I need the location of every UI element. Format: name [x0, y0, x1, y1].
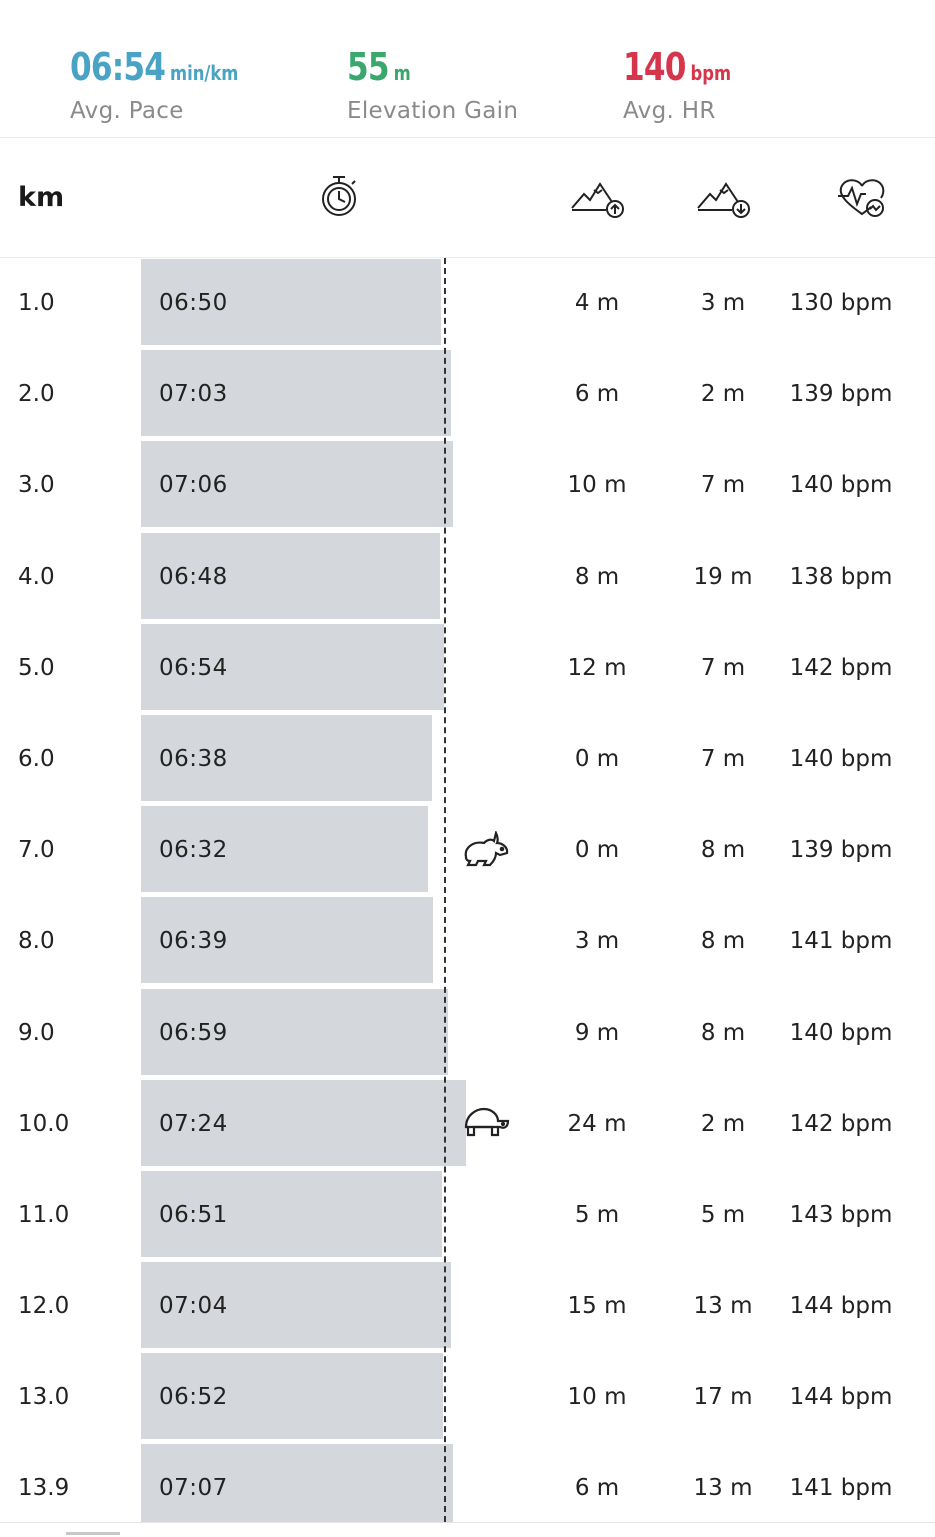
- table-row: [0, 623, 935, 714]
- table-row: [0, 440, 935, 531]
- splits-table-header: [0, 138, 935, 258]
- avg-hr-stat: [623, 44, 755, 124]
- avg-hr-value: 140 bpm: [623, 45, 732, 89]
- row-pace: 06:51: [159, 1201, 228, 1228]
- row-pace: 07:06: [159, 472, 228, 499]
- row-heart-rate: 141 bpm: [789, 1475, 893, 1502]
- row-km: 8.0: [18, 928, 55, 955]
- row-pace: 06:50: [159, 290, 228, 316]
- elevation-gain-label: Elevation Gain: [347, 98, 519, 124]
- heart-rate-icon: [836, 176, 888, 226]
- row-pace: 06:48: [159, 563, 228, 590]
- row-km: 9.0: [18, 1019, 55, 1046]
- row-heart-rate: 143 bpm: [789, 1201, 893, 1228]
- avg-pace-value: 06:54 min/km: [70, 45, 239, 89]
- row-elevation-loss: 3 m: [700, 290, 746, 316]
- row-km: 13.9: [18, 1475, 70, 1502]
- table-row: [0, 349, 935, 440]
- row-heart-rate: 144 bpm: [789, 1384, 893, 1411]
- row-elevation-gain: 8 m: [574, 563, 620, 590]
- row-elevation-loss: 7 m: [700, 472, 746, 499]
- row-elevation-loss: 8 m: [700, 928, 746, 955]
- row-km: 1.0: [18, 290, 55, 316]
- row-elevation-gain: 10 m: [567, 472, 627, 499]
- row-elevation-loss: 13 m: [693, 1475, 753, 1502]
- row-heart-rate: 140 bpm: [789, 745, 893, 772]
- row-elevation-gain: 4 m: [574, 290, 620, 316]
- row-heart-rate: 139 bpm: [789, 837, 893, 864]
- row-km: 13.0: [18, 1384, 70, 1411]
- row-heart-rate: 142 bpm: [789, 654, 893, 681]
- row-pace: 06:54: [159, 654, 228, 681]
- avg-pace-stat: [70, 44, 275, 124]
- table-row: [0, 896, 935, 987]
- elevation-loss-icon: [696, 178, 754, 226]
- row-elevation-loss: 7 m: [700, 654, 746, 681]
- row-pace: 06:32: [159, 837, 228, 864]
- avg-pace-label: Avg. Pace: [70, 98, 184, 124]
- row-km: 10.0: [18, 1110, 70, 1137]
- row-heart-rate: 144 bpm: [789, 1293, 893, 1320]
- row-pace: 07:04: [159, 1293, 228, 1320]
- elevation-gain-icon: [570, 178, 628, 226]
- row-pace: 06:38: [159, 745, 228, 772]
- row-elevation-gain: 10 m: [567, 1384, 627, 1411]
- elevation-gain-stat: [347, 44, 518, 124]
- row-elevation-loss: 8 m: [700, 837, 746, 864]
- km-column-header: km: [18, 182, 65, 213]
- summary-panel: [0, 0, 935, 138]
- row-heart-rate: 130 bpm: [789, 290, 893, 316]
- row-km: 2.0: [18, 381, 55, 408]
- row-km: 12.0: [18, 1293, 70, 1320]
- row-pace: 07:24: [159, 1110, 228, 1137]
- turtle-icon: [462, 1105, 510, 1143]
- row-elevation-gain: 6 m: [574, 1475, 620, 1502]
- table-row: [0, 532, 935, 623]
- row-elevation-loss: 19 m: [693, 563, 753, 590]
- row-elevation-loss: 5 m: [700, 1201, 746, 1228]
- row-elevation-loss: 17 m: [693, 1384, 753, 1411]
- row-pace: 06:52: [159, 1384, 228, 1411]
- bottom-bar: [0, 1522, 935, 1537]
- row-pace: 07:07: [159, 1475, 228, 1502]
- row-heart-rate: 138 bpm: [789, 563, 893, 590]
- row-elevation-gain: 24 m: [567, 1110, 627, 1137]
- table-row: [0, 988, 935, 1079]
- row-heart-rate: 140 bpm: [789, 472, 893, 499]
- row-elevation-gain: 6 m: [574, 381, 620, 408]
- table-row: [0, 1443, 935, 1534]
- table-row: [0, 1352, 935, 1443]
- row-heart-rate: 142 bpm: [789, 1110, 893, 1137]
- avg-hr-label: Avg. HR: [623, 98, 716, 124]
- table-row: [0, 258, 935, 349]
- row-elevation-gain: 15 m: [567, 1293, 627, 1320]
- row-elevation-gain: 12 m: [567, 654, 627, 681]
- row-pace: 06:59: [159, 1019, 228, 1046]
- row-heart-rate: 141 bpm: [789, 928, 893, 955]
- row-elevation-loss: 7 m: [700, 745, 746, 772]
- row-elevation-loss: 2 m: [700, 381, 746, 408]
- row-elevation-loss: 8 m: [700, 1019, 746, 1046]
- row-pace: 06:39: [159, 928, 228, 955]
- row-km: 6.0: [18, 745, 55, 772]
- table-row: [0, 1261, 935, 1352]
- average-pace-line: [444, 258, 446, 1522]
- rabbit-icon: [462, 831, 510, 875]
- stopwatch-icon: [318, 174, 360, 224]
- bottom-tab-indicator: [66, 1532, 120, 1535]
- table-row: [0, 805, 935, 896]
- row-elevation-gain: 0 m: [574, 837, 620, 864]
- row-km: 5.0: [18, 654, 55, 681]
- row-elevation-gain: 3 m: [574, 928, 620, 955]
- row-elevation-loss: 13 m: [693, 1293, 753, 1320]
- row-elevation-gain: 0 m: [574, 745, 620, 772]
- elevation-gain-value: 55 m: [347, 45, 411, 89]
- table-row: [0, 1079, 935, 1170]
- row-heart-rate: 140 bpm: [789, 1019, 893, 1046]
- row-heart-rate: 139 bpm: [789, 381, 893, 408]
- row-pace: 07:03: [159, 381, 228, 408]
- row-km: 4.0: [18, 563, 55, 590]
- table-row: [0, 1170, 935, 1261]
- row-elevation-gain: 5 m: [574, 1201, 620, 1228]
- row-km: 3.0: [18, 472, 55, 499]
- row-km: 7.0: [18, 837, 55, 864]
- table-row: [0, 714, 935, 805]
- row-elevation-gain: 9 m: [574, 1019, 620, 1046]
- splits-list: [0, 258, 935, 1535]
- row-km: 11.0: [18, 1201, 70, 1228]
- row-elevation-loss: 2 m: [700, 1110, 746, 1137]
